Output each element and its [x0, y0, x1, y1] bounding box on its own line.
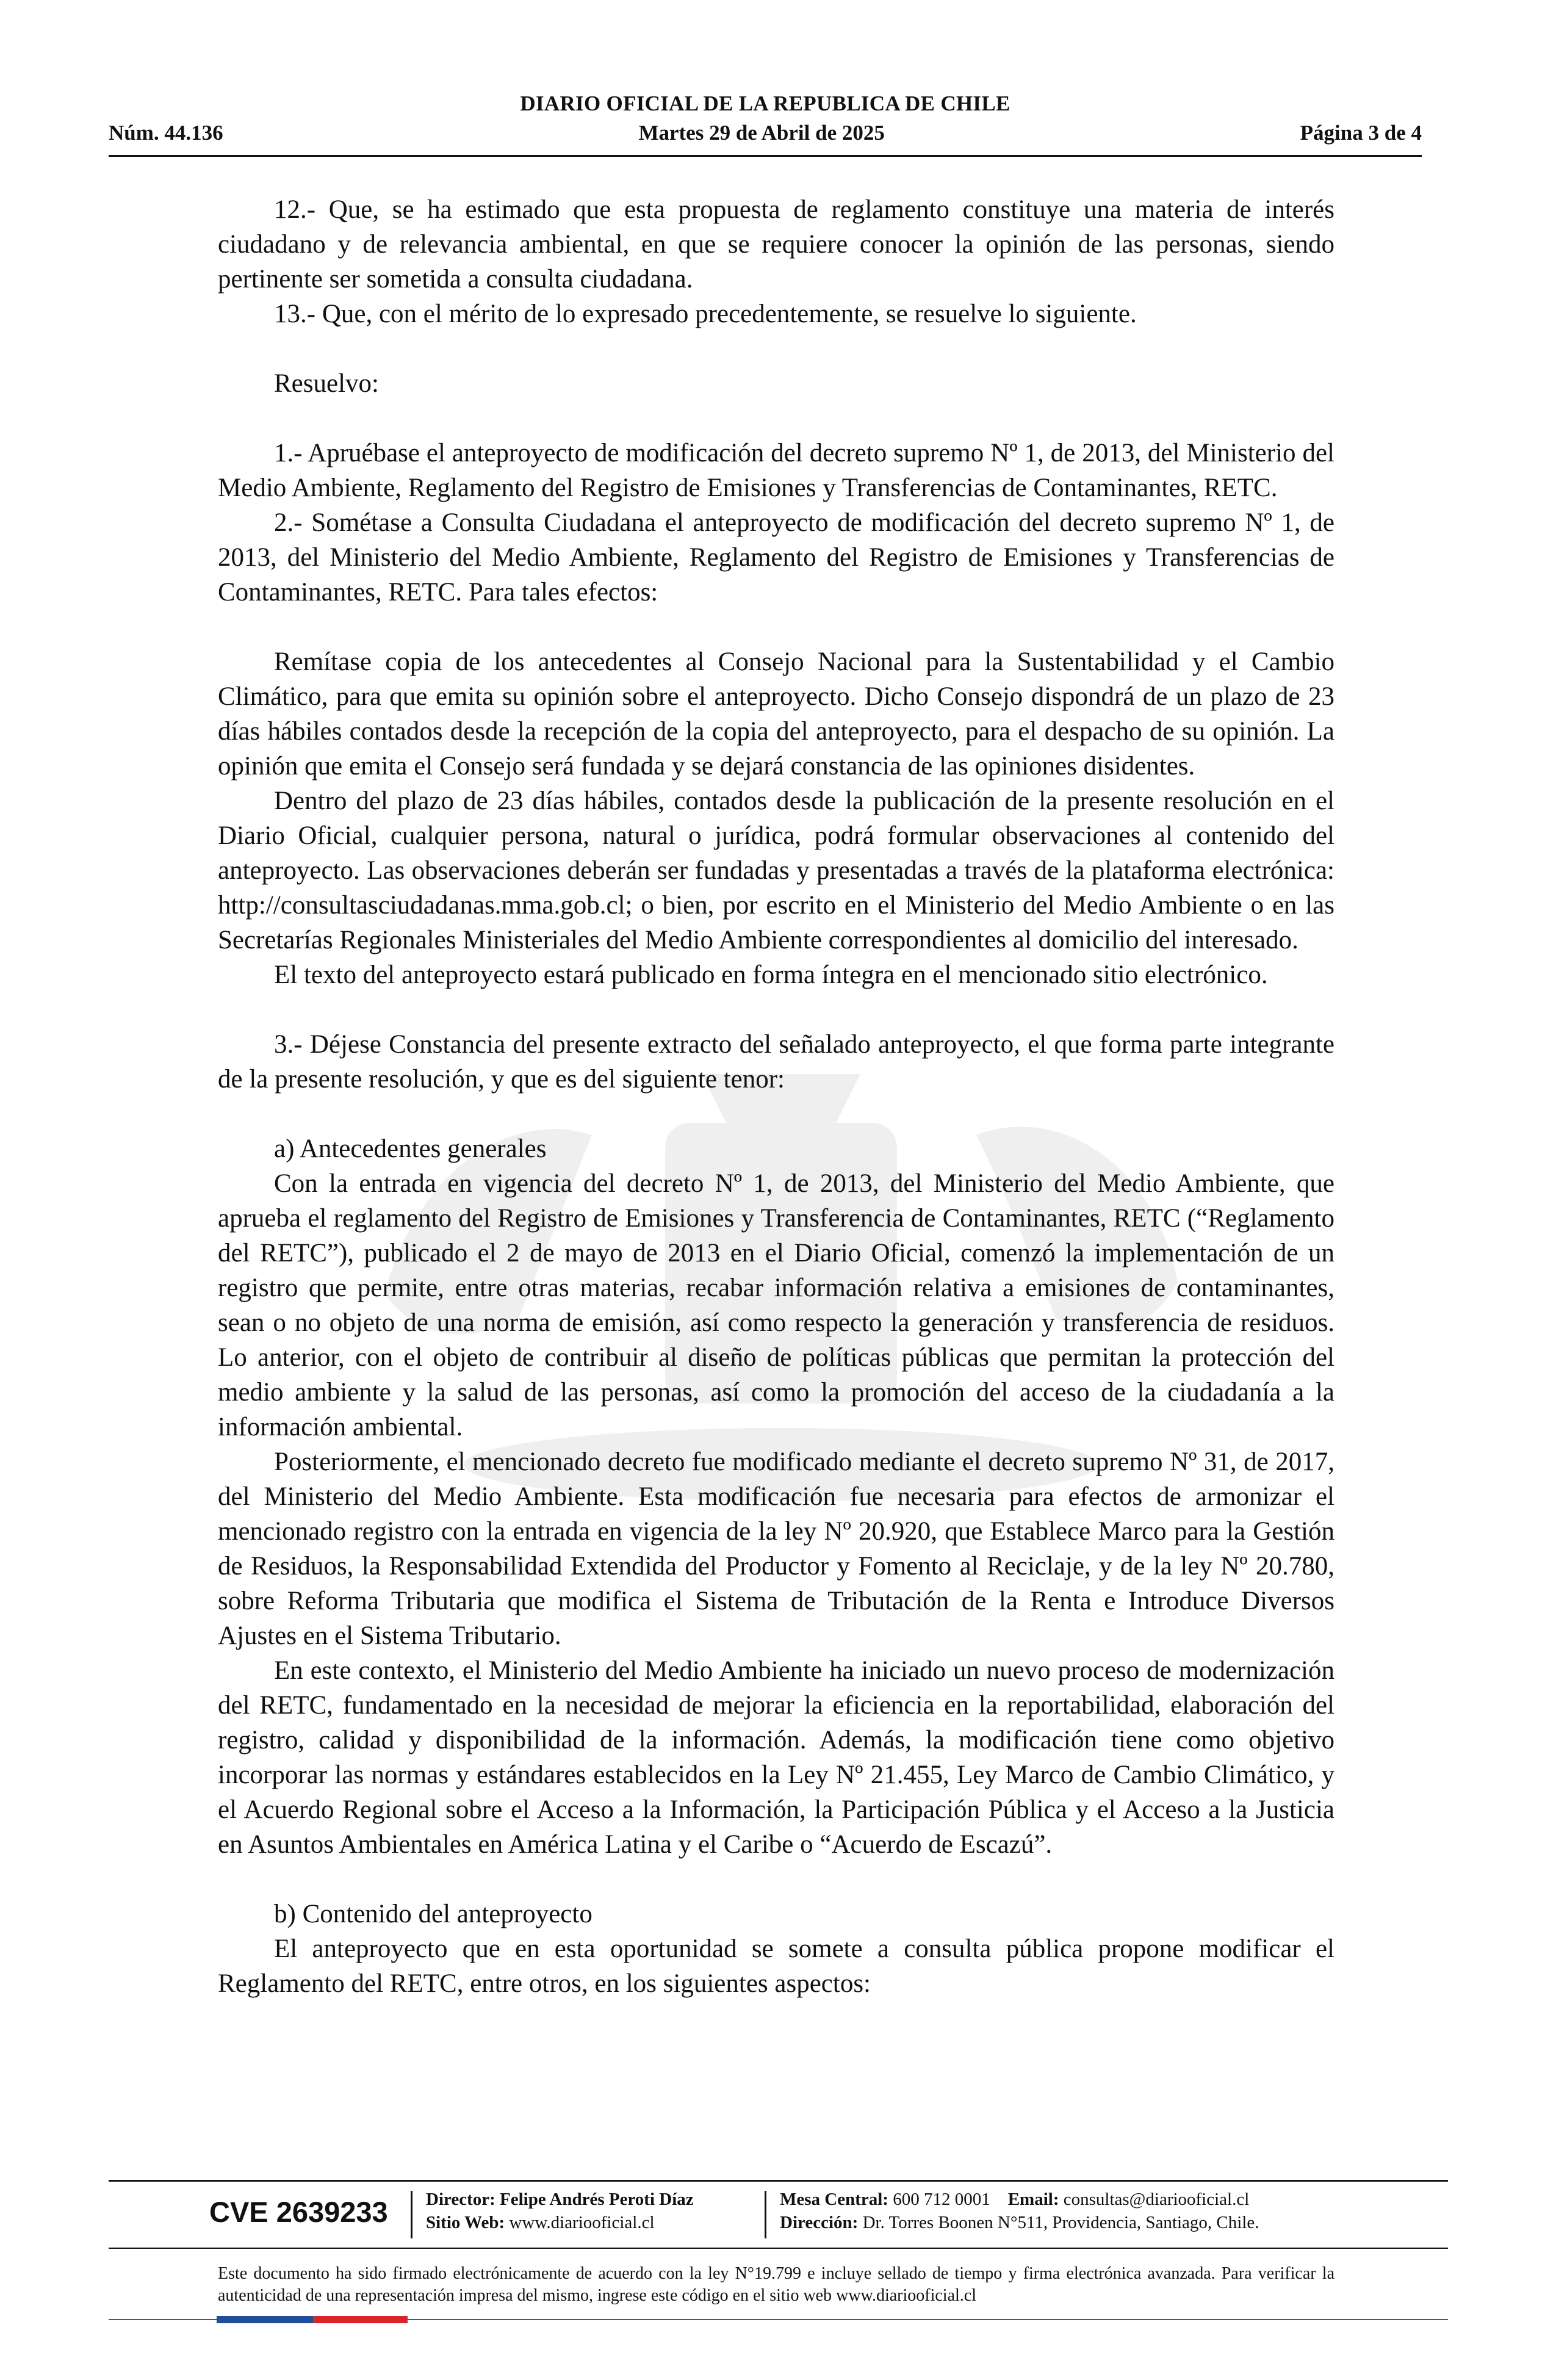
issue-number: Núm. 44.136 — [109, 121, 223, 145]
page-header — [109, 92, 1422, 159]
section-a-paragraph-1: Con la entrada en vigencia del decreto Nº 1, de 2013, del Ministerio del Medio Ambiente, que aprueba el reglamento del Registro de Emisiones y Transferencia de Contaminantes, RETC (“Reglamento del RETC”), publicado el 2 de mayo de 2013 en el Diario Oficial, comenzó la implementación de un registro que permite, entre otras materias, recabar información relativa a emisiones de contaminantes, sean o no objeto de una norma de emisión, así como respecto la generación y transferencia de residuos. Lo anterior, con el objeto de contribuir al diseño de políticas públicas que permitan la protección del medio ambiente y la salud de las personas, así como la promoción del acceso de la ciudadanía a la información ambiental. — [218, 1169, 1334, 1441]
header-row — [109, 121, 1422, 145]
resolution-1: 1.- Apruébase el anteproyecto de modificación del decreto supremo Nº 1, de 2013, del Ministerio del Medio Ambiente, Reglamento del Registro de Emisiones y Transferencias de Contaminantes, RETC. — [218, 439, 1334, 502]
flag-bar-blue — [217, 2316, 313, 2323]
footer-divider — [109, 2248, 1448, 2249]
page-footer — [109, 2188, 1448, 2255]
paragraph-12: 12.- Que, se ha estimado que esta propuesta de reglamento constituye una materia de interés ciudadano y de relevancia ambiental, en que se requiere conocer la opinión de las personas, siendo pertinente ser sometida a consulta ciudadana. — [218, 195, 1334, 294]
section-b-paragraph-1: El anteproyecto que en esta oportunidad se somete a consulta pública propone modificar el Reglamento del RETC, entre otros, en los siguientes aspectos: — [218, 1935, 1334, 1998]
flag-bar-red — [313, 2316, 408, 2323]
resolution-2-council: Remítase copia de los antecedentes al Consejo Nacional para la Sustentabilidad y el Cambio Climático, para que emita su opinión sobre el anteproyecto. Dicho Consejo dispondrá de un plazo de 23 días hábiles contados desde la recepción de la copia del anteproyecto, para el despacho de su opinión. La opinión que emita el Consejo será fundada y se dejará constancia de las opiniones disidentes. — [218, 647, 1334, 781]
mesa-label: Mesa Central: — [780, 2190, 888, 2209]
header-divider — [109, 155, 1422, 157]
issue-date: Martes 29 de Abril de 2025 — [638, 121, 885, 145]
legal-notice: Este documento ha sido firmado electrónicamente de acuerdo con la ley N°19.799 e incluye sellado de tiempo y firma electrónica avanzada. Para verificar la autenticidad de una representación impresa del mismo, ingrese este código en el sitio web www.diariooficial.cl — [218, 2264, 1334, 2305]
mesa-phone: 600 712 0001 — [893, 2190, 990, 2209]
footer-contact-block — [780, 2188, 1259, 2234]
resolution-2-observations: Dentro del plazo de 23 días hábiles, contados desde la publicación de la presente resolución en el Diario Oficial, cualquier persona, natural o jurídica, podrá formular observaciones al contenido del anteproyecto. Las observaciones deberán ser fundadas y presentadas a través de la plataforma electrónica: http://consultasciudadanas.mma.gob.cl; o bien, por escrito en el Ministerio del Medio Ambiente o en las Secretarías Regionales Ministeriales del Medio Ambiente correspondientes al domicilio del interesado. — [218, 787, 1334, 954]
document-body — [218, 192, 1334, 2001]
director-name: Felipe Andrés Peroti Díaz — [500, 2190, 694, 2209]
resolution-2: 2.- Sométase a Consulta Ciudadana el anteproyecto de modificación del decreto supremo Nº 1, de 2013, del Ministerio del Medio Ambiente, Reglamento del Registro de Emisiones y Transferencias de Contaminantes, RETC. Para tales efectos: — [218, 508, 1334, 607]
footer-top-divider — [109, 2180, 1448, 2182]
resuelvo-heading: Resuelvo: — [274, 369, 379, 398]
section-a-paragraph-3: En este contexto, el Ministerio del Medio Ambiente ha iniciado un nuevo proceso de modernización del RETC, fundamentado en la necesidad de mejorar la eficiencia en la reportabilidad, elaboración del registro, calidad y disponibilidad de la información. Además, la modificación tiene como objetivo incorporar las normas y estándares establecidos en la Ley Nº 21.455, Ley Marco de Cambio Climático, y el Acuerdo Regional sobre el Acceso a la Información, la Participación Pública y el Acceso a la Justicia en Asuntos Ambientales en América Latina y el Caribe o “Acuerdo de Escazú”. — [218, 1656, 1334, 1859]
email-label: Email: — [1007, 2190, 1059, 2209]
section-a-paragraph-2: Posteriormente, el mencionado decreto fue modificado mediante el decreto supremo Nº 31, de 2017, del Ministerio del Medio Ambiente. Esta modificación fue necesaria para efectos de armonizar el mencionado registro con la entrada en vigencia de la ley Nº 20.920, que Establece Marco para la Gestión de Residuos, la Responsabilidad Extendida del Productor y Fomento al Reciclaje, y de la ley Nº 20.780, sobre Reforma Tributaria que modifica el Sistema de Tributación de la Renta e Introduce Diversos Ajustes en el Sistema Tributario. — [218, 1448, 1334, 1650]
website-link[interactable]: www.diariooficial.cl — [509, 2213, 655, 2232]
address-label: Dirección: — [780, 2213, 859, 2232]
website-label: Sitio Web: — [426, 2213, 505, 2232]
footer-separator — [765, 2191, 766, 2238]
paragraph-13: 13.- Que, con el mérito de lo expresado precedentemente, se resuelve lo siguiente. — [274, 300, 1137, 328]
footer-director-block — [426, 2188, 694, 2234]
publication-title: DIARIO OFICIAL DE LA REPUBLICA DE CHILE — [520, 92, 1010, 115]
page-number: Página 3 de 4 — [1300, 121, 1422, 145]
section-b-title: b) Contenido del anteproyecto — [274, 1900, 593, 1928]
cve-code: CVE 2639233 — [209, 2196, 388, 2228]
address-value: Dr. Torres Boonen N°511, Providencia, Santiago, Chile. — [862, 2213, 1259, 2232]
section-a-title: a) Antecedentes generales — [274, 1134, 547, 1163]
email-link[interactable]: consultas@diariooficial.cl — [1063, 2190, 1250, 2209]
director-label: Director: — [426, 2190, 495, 2209]
resolution-2-text: El texto del anteproyecto estará publicado en forma íntegra en el mencionado sitio electrónico. — [274, 961, 1268, 989]
resolution-3: 3.- Déjese Constancia del presente extracto del señalado anteproyecto, el que forma parte integrante de la presente resolución, y que es del siguiente tenor: — [218, 1030, 1334, 1094]
footer-separator — [411, 2191, 412, 2238]
